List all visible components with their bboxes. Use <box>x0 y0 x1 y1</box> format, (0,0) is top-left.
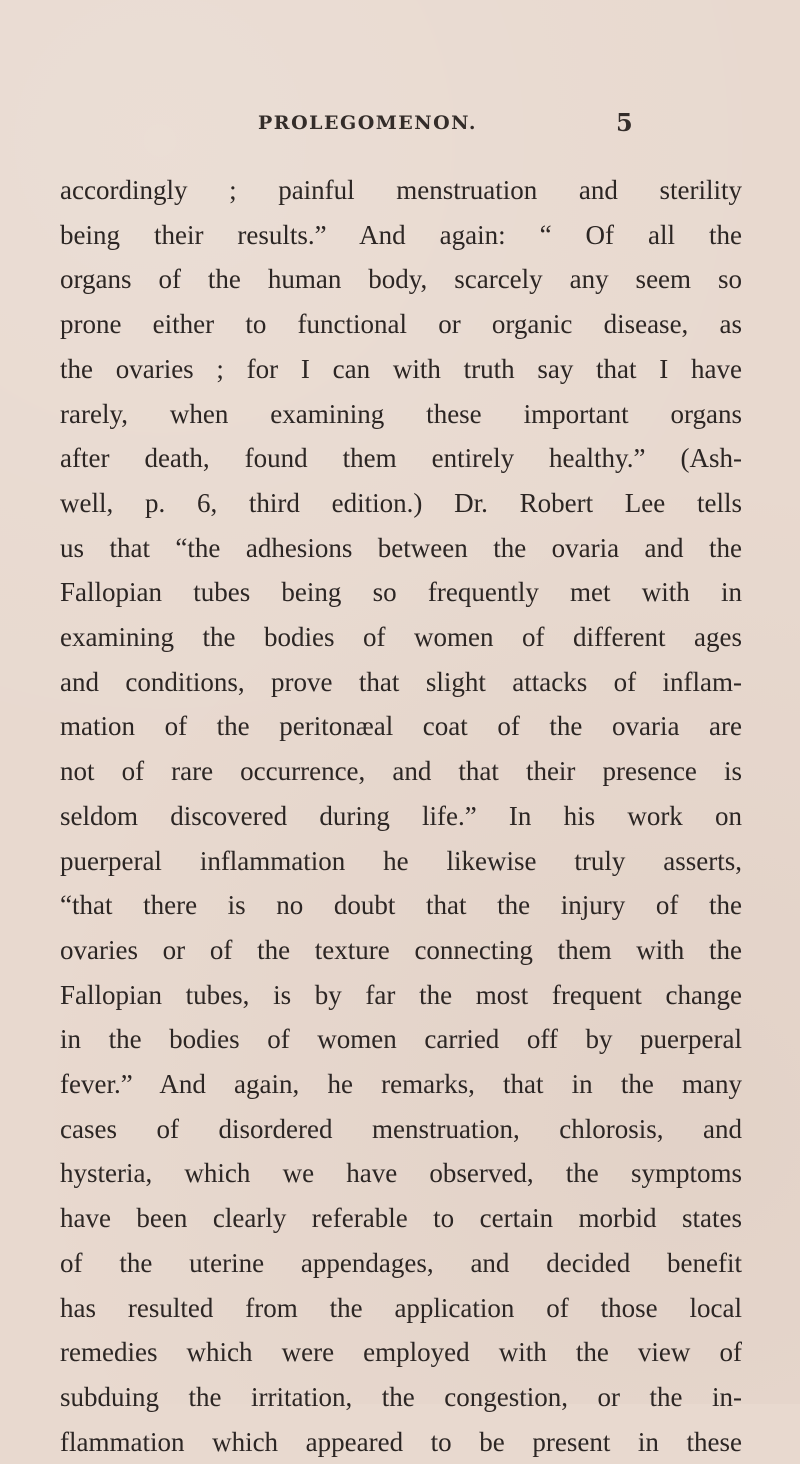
text-line: accordingly ; painful menstruation and sterility <box>60 175 742 205</box>
text-line: of the uterine appendages, and decided benefit <box>60 1247 742 1278</box>
text-line: ovaries or of the texture connecting them with the <box>60 934 742 965</box>
text-line: well, p. 6, third edition.) Dr. Robert Lee tells <box>60 487 742 518</box>
text-line: rarely, when examining these important organs <box>60 398 742 429</box>
text-line: hysteria, which we have observed, the symptoms <box>60 1158 742 1189</box>
text-line: has resulted from the application of those local <box>60 1292 742 1323</box>
running-title: PROLEGOMENON. <box>258 112 477 134</box>
text-line: subduing the irritation, the congestion, or the in- <box>60 1381 742 1412</box>
text-line: and conditions, prove that slight attacks of inflam- <box>60 666 742 697</box>
text-line: have been clearly referable to certain morbid states <box>60 1203 742 1234</box>
text-line: mation of the peritonæal coat of the ovaria are <box>60 711 742 742</box>
text-line: “that there is no doubt that the injury of the <box>60 890 742 921</box>
text-line: remedies which were employed with the view of <box>60 1337 742 1368</box>
text-line: puerperal inflammation he likewise truly asserts, <box>60 845 742 876</box>
text-line: the ovaries ; for I can with truth say that I have <box>60 353 742 384</box>
text-line: organs of the human body, scarcely any seem so <box>60 264 742 295</box>
text-line: fever.” And again, he remarks, that in the many <box>60 1069 742 1099</box>
text-line: Fallopian tubes being so frequently met with in <box>60 577 742 608</box>
text-line: prone either to functional or organic disease, as <box>60 309 742 340</box>
text-line: flammation which appeared to be present in these <box>60 1426 742 1457</box>
text-line: not of rare occurrence, and that their presence is <box>60 756 742 787</box>
text-line: examining the bodies of women of different ages <box>60 622 742 652</box>
page-number: 5 <box>616 108 633 137</box>
text-line: us that “the adhesions between the ovaria and the <box>60 532 742 563</box>
text-line: Fallopian tubes, is by far the most frequent change <box>60 979 742 1010</box>
text-line: after death, found them entirely healthy.” (Ash- <box>60 443 742 474</box>
text-line: seldom discovered during life.” In his work on <box>60 800 742 831</box>
text-line: cases of disordered menstruation, chlorosis, and <box>60 1113 742 1144</box>
text-line: being their results.” And again: “ Of all the <box>60 219 742 250</box>
text-line: in the bodies of women carried off by puerperal <box>60 1024 742 1055</box>
